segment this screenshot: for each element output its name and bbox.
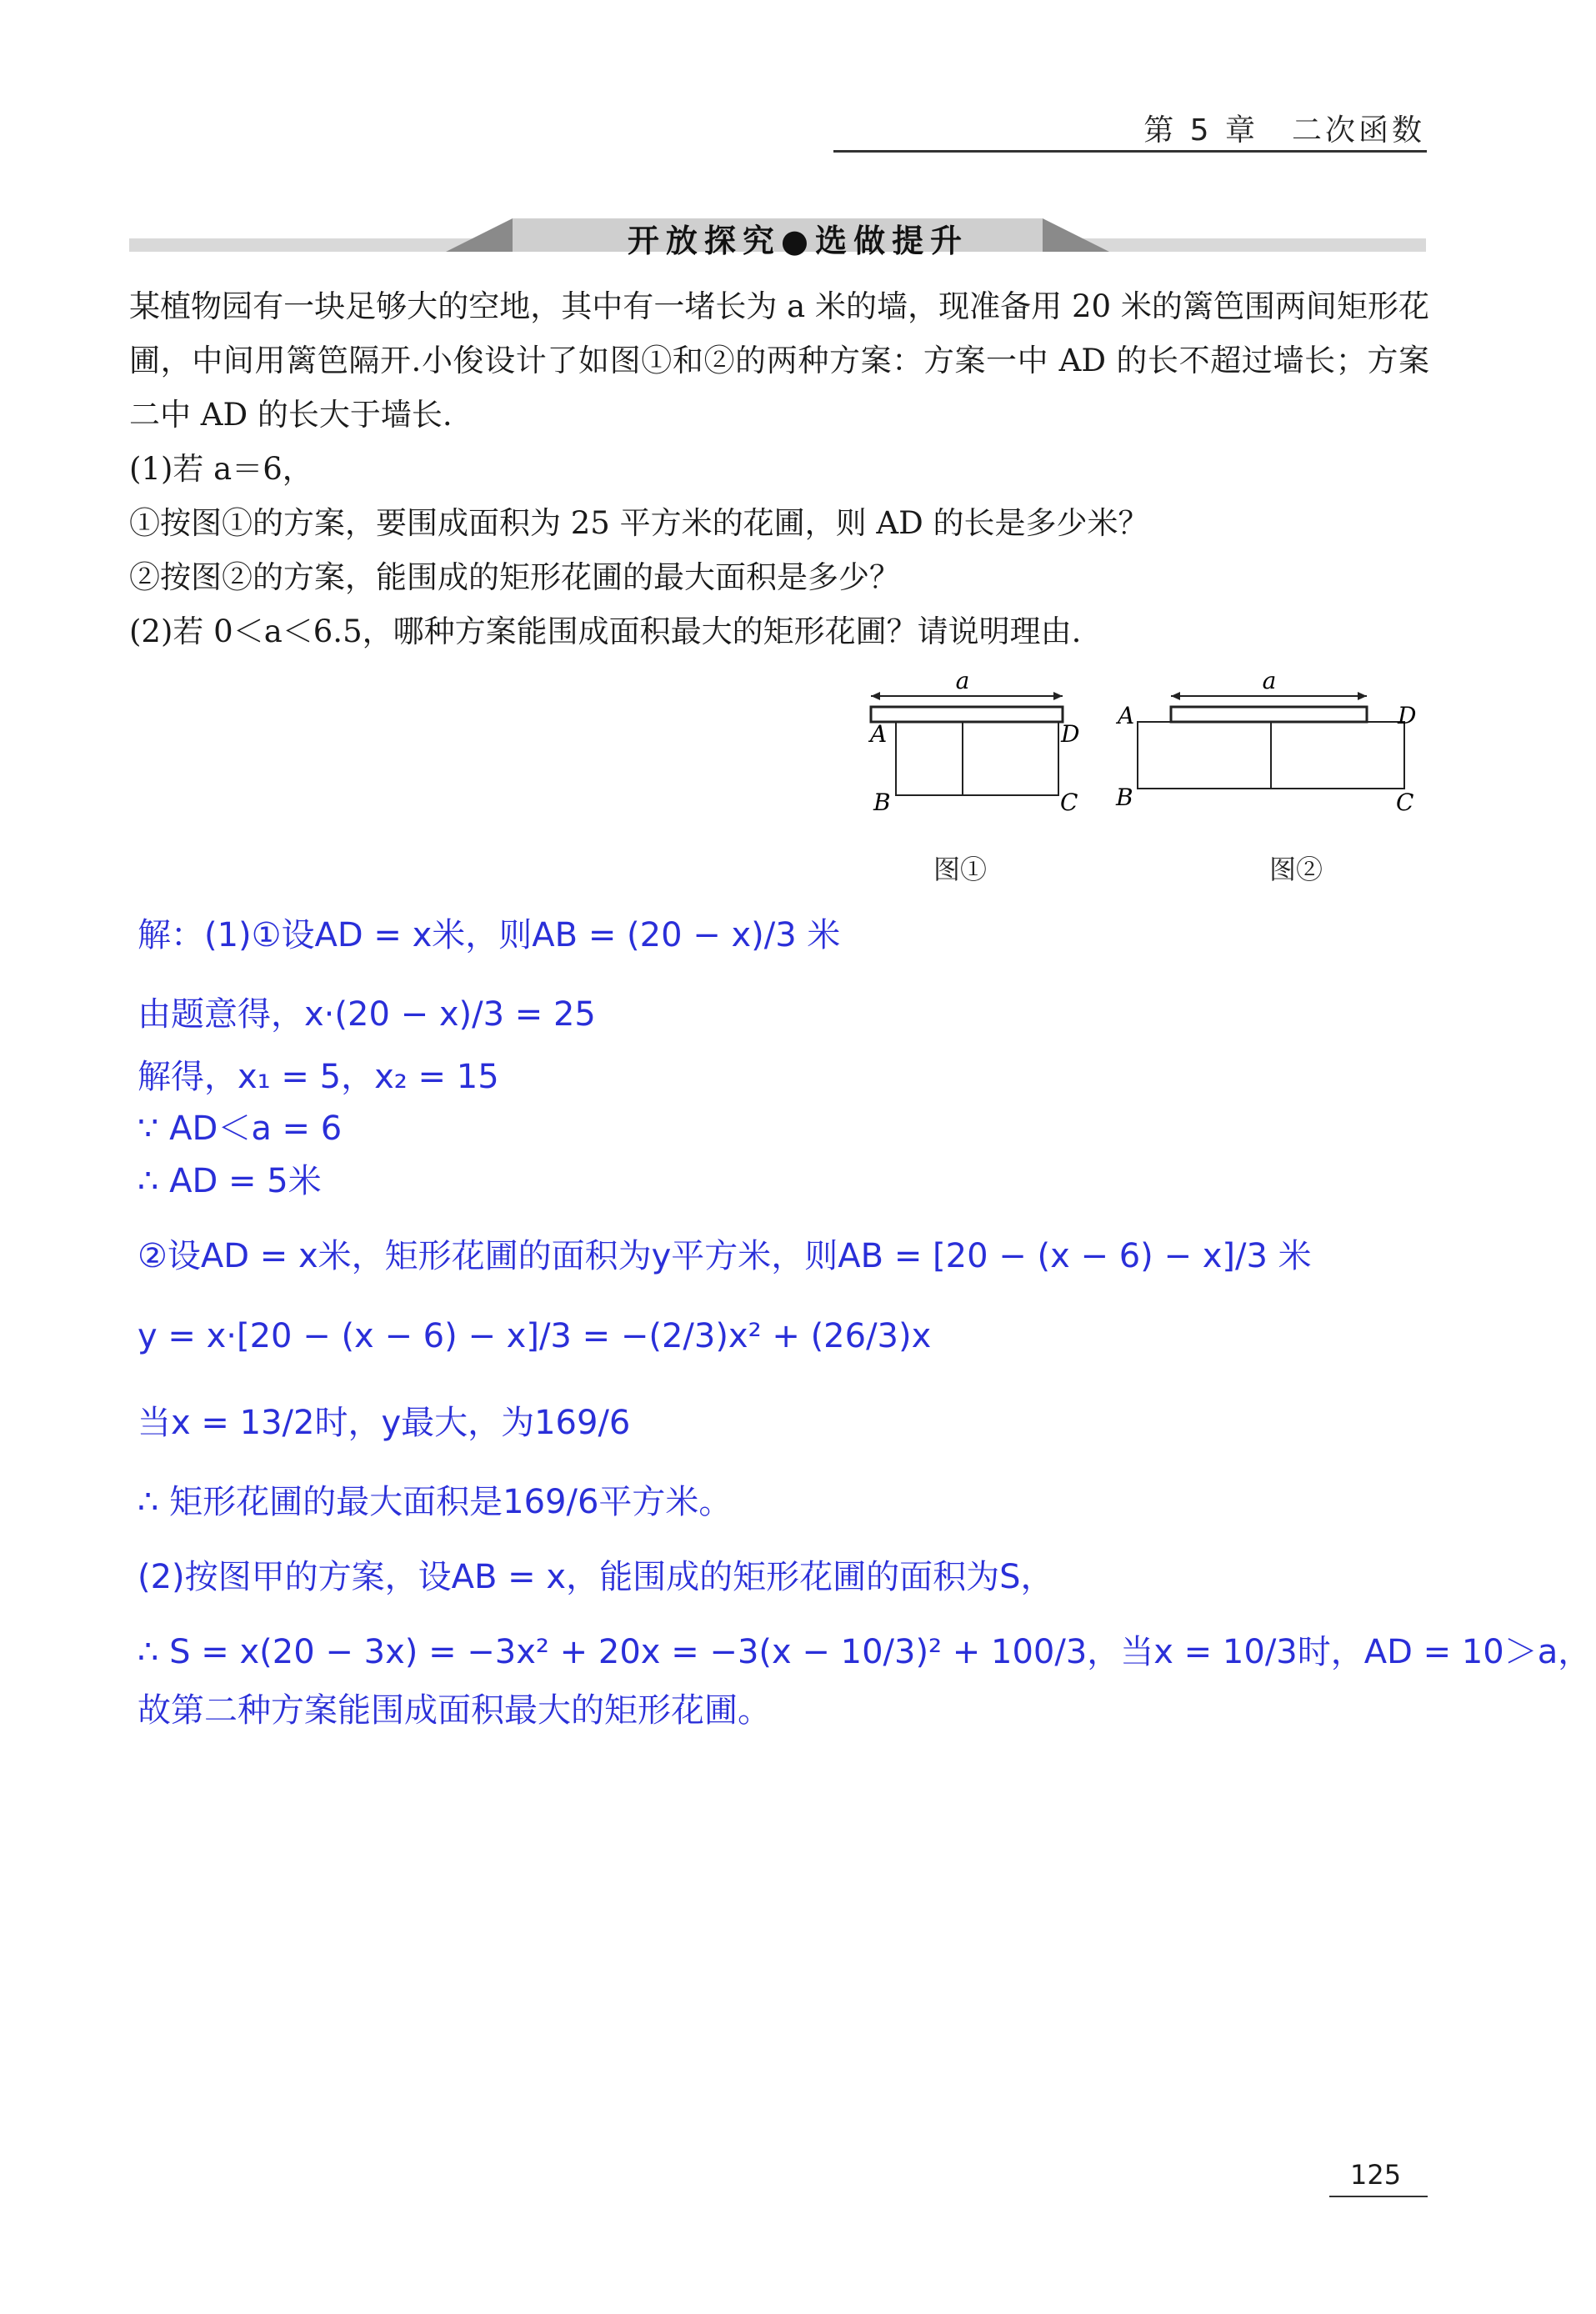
solution-line-5: ∴ AD = 5米 xyxy=(138,1162,322,1200)
solution-line-12: 故第二种方案能围成面积最大的矩形花圃。 xyxy=(138,1691,771,1730)
figure-2-label-A: A xyxy=(1118,702,1135,729)
figure-2-label-D: D xyxy=(1398,702,1417,729)
figure-2-label-a: a xyxy=(1262,667,1277,694)
figure-1-caption: 图① xyxy=(933,854,988,885)
question-1-1: ①按图①的方案，要围成面积为 25 平方米的花圃，则 AD 的长是多少米？ xyxy=(129,505,1149,541)
solution-line-11: ∴ S = x(20 − 3x) = −3x² + 20x = −3(x − 10/3)² + 100/3，当x = 10/3时，AD = 10＞a， xyxy=(138,1633,1592,1671)
solution-line-9: ∴ 矩形花圃的最大面积是169/6平方米。 xyxy=(138,1483,733,1521)
problem-text xyxy=(129,279,1429,659)
figure-2 xyxy=(1113,667,1421,820)
figure-1-label-B: B xyxy=(873,789,891,816)
problem-intro: 某植物园有一块足够大的空地，其中有一堵长为 a 米的墙，现准备用 20 米的篱笆围两间矩形花圃，中间用篱笆隔开.小俊设计了如图①和②的两种方案：方案一中 AD 的长不超过墙长；方案二中 AD 的长大于墙长. xyxy=(129,288,1429,433)
question-1: (1)若 a＝6， xyxy=(129,451,313,487)
solution-line-7: y = x·[20 − (x − 6) − x]/3 = −(2/3)x² + (26/3)x xyxy=(138,1317,932,1355)
figure-1-label-D: D xyxy=(1061,720,1080,748)
solution-line-2: 由题意得，x·(20 − x)/3 = 25 xyxy=(138,995,596,1034)
page-number-rule xyxy=(1329,2196,1428,2197)
figure-1-label-a: a xyxy=(955,667,970,694)
question-1-2: ②按图②的方案，能围成的矩形花圃的最大面积是多少？ xyxy=(129,559,900,595)
solution-line-3: 解得，x₁ = 5，x₂ = 15 xyxy=(138,1058,499,1096)
solution-line-1: 解：(1)①设AD = x米，则AB = (20 − x)/3 米 xyxy=(138,916,841,954)
chapter-header: 第 5 章 二次函数 xyxy=(1143,113,1425,148)
figure-2-label-C: C xyxy=(1396,789,1414,816)
solution-line-10: (2)按图甲的方案，设AB = x，能围成的矩形花圃的面积为S， xyxy=(138,1558,1054,1596)
solution-line-4: ∵ AD＜a = 6 xyxy=(138,1109,343,1148)
figure-1-diagram xyxy=(867,667,1083,817)
header-rule xyxy=(833,150,1427,153)
figure-2-label-B: B xyxy=(1116,784,1133,811)
figure-1 xyxy=(867,667,1083,820)
page-number: 125 xyxy=(1350,2159,1402,2191)
figure-2-diagram xyxy=(1113,667,1421,817)
solution-line-6: ②设AD = x米，矩形花圃的面积为y平方米，则AB = [20 − (x − 6) − x]/3 米 xyxy=(138,1237,1312,1275)
figure-1-label-A: A xyxy=(870,720,888,748)
solution-line-8: 当x = 13/2时，y最大，为169/6 xyxy=(138,1404,631,1442)
figure-1-label-C: C xyxy=(1060,789,1078,816)
question-2: (2)若 0＜a＜6.5，哪种方案能围成面积最大的矩形花圃？请说明理由. xyxy=(129,614,1082,649)
banner-title: 开放探究●选做提升 xyxy=(627,223,969,259)
figure-2-caption: 图② xyxy=(1269,854,1323,885)
